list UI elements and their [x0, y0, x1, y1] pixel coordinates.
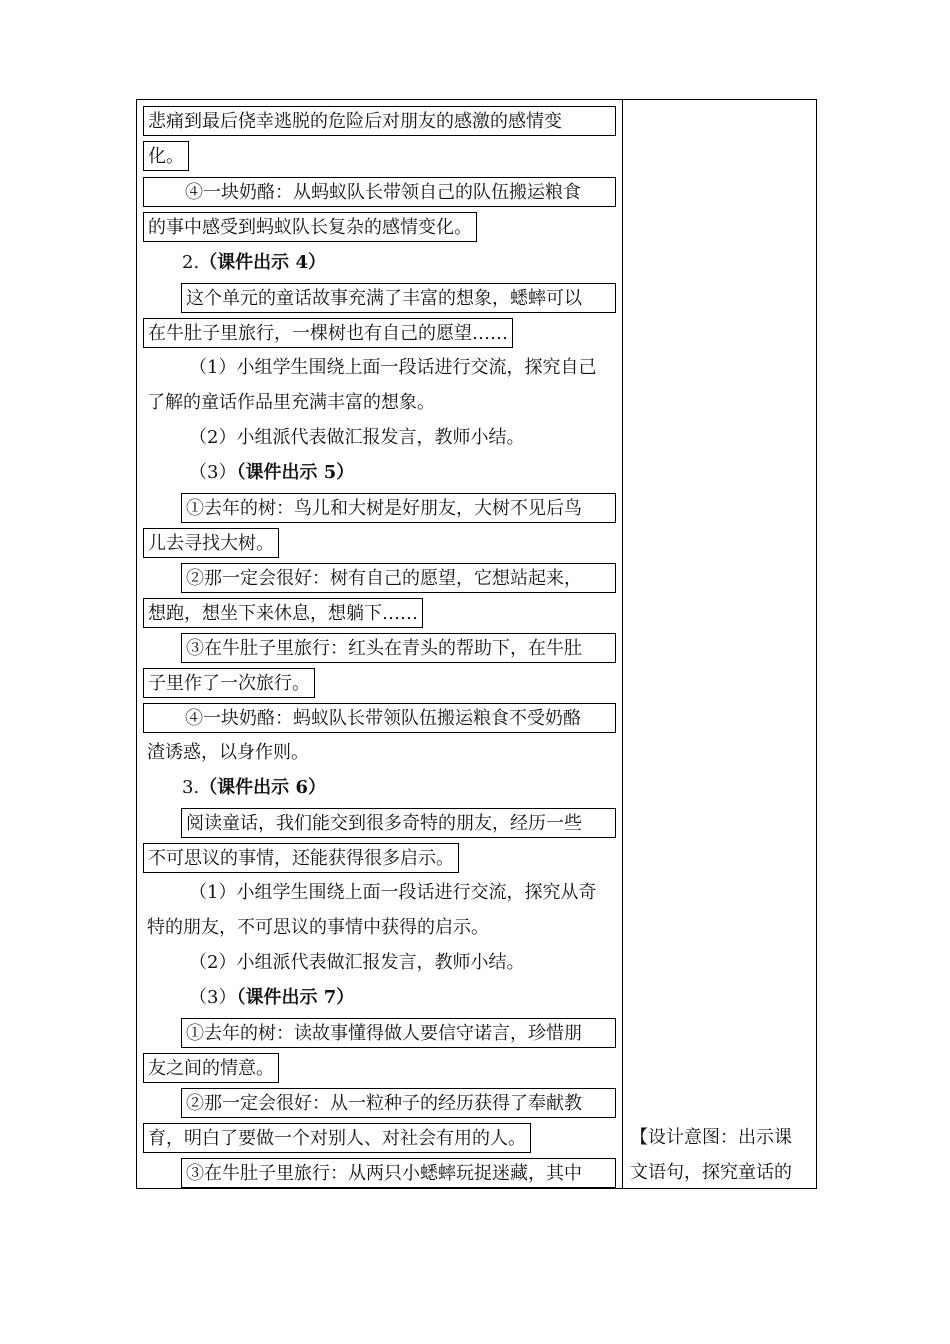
text-line: 阅读童话，我们能交到很多奇特的朋友，经历一些: [181, 808, 616, 838]
lesson-plan-table: [136, 99, 817, 1189]
sub-number: （3）: [189, 462, 237, 483]
section-heading: [182, 248, 326, 278]
text-line: 特的朋友，不可思议的事情中获得的启示。: [147, 917, 489, 938]
courseware-label: （课件出示 6）: [199, 777, 326, 798]
section-heading: [182, 773, 326, 803]
courseware-label: （课件出示 7）: [236, 987, 355, 1008]
text-line: 想跑，想坐下来休息，想躺下……: [143, 598, 423, 628]
section-number: 3.: [182, 777, 200, 798]
text-line: （2）小组派代表做汇报发言，教师小结。: [189, 427, 525, 448]
text-line: 友之间的情意。: [143, 1053, 279, 1083]
text-line: 这个单元的童话故事充满了丰富的想象，蟋蟀可以: [181, 283, 616, 313]
text-line: ①去年的树：读故事懂得做人要信守诺言，珍惜朋: [181, 1018, 616, 1048]
text-line: （1）小组学生围绕上面一段话进行交流，探究从奇: [189, 882, 597, 903]
text-line: 渣诱惑，以身作则。: [147, 742, 309, 763]
text-line: 儿去寻找大树。: [143, 528, 279, 558]
text-line: 的事中感受到蚂蚁队长复杂的感情变化。: [143, 212, 477, 242]
text-line: ②那一定会很好：树有自己的愿望，它想站起来，: [181, 563, 616, 593]
text-line: （2）小组派代表做汇报发言，教师小结。: [189, 952, 525, 973]
text-line: ③在牛肚子里旅行：从两只小蟋蟀玩捉迷藏，其中: [181, 1158, 616, 1188]
text-line: 了解的童话作品里充满丰富的想象。: [147, 392, 435, 413]
section-number: 2.: [182, 252, 200, 273]
text-line: （1）小组学生围绕上面一段话进行交流，探究自己: [189, 357, 597, 378]
sub-number: （3）: [189, 987, 237, 1008]
text-line: 子里作了一次旅行。: [143, 668, 315, 698]
text-line: 悲痛到最后侥幸逃脱的危险后对朋友的感激的感情变: [143, 106, 616, 136]
text-line: ④一块奶酪：蚂蚁队长带领队伍搬运粮食不受奶酪: [143, 703, 616, 733]
text-line: ④一块奶酪：从蚂蚁队长带领自己的队伍搬运粮食: [143, 177, 616, 207]
text-line: 育，明白了要做一个对别人、对社会有用的人。: [143, 1123, 531, 1153]
text-line: 不可思议的事情，还能获得很多启示。: [143, 843, 459, 873]
design-intent-line: 文语句，探究童话的: [630, 1162, 792, 1183]
text-line: ①去年的树：鸟儿和大树是好朋友，大树不见后鸟: [181, 493, 616, 523]
text-line: ②那一定会很好：从一粒种子的经历获得了奉献教: [181, 1088, 616, 1118]
text-line: ③在牛肚子里旅行：红头在青头的帮助下，在牛肚: [181, 633, 616, 663]
design-intent-line: 【设计意图：出示课: [630, 1127, 792, 1148]
text-line: 在牛肚子里旅行，一棵树也有自己的愿望……: [143, 318, 513, 348]
sub-heading: [189, 983, 354, 1013]
text-line: 化。: [143, 141, 189, 171]
sub-heading: [189, 458, 354, 488]
column-divider: [622, 100, 623, 1188]
courseware-label: （课件出示 4）: [199, 252, 326, 273]
courseware-label: （课件出示 5）: [236, 462, 355, 483]
